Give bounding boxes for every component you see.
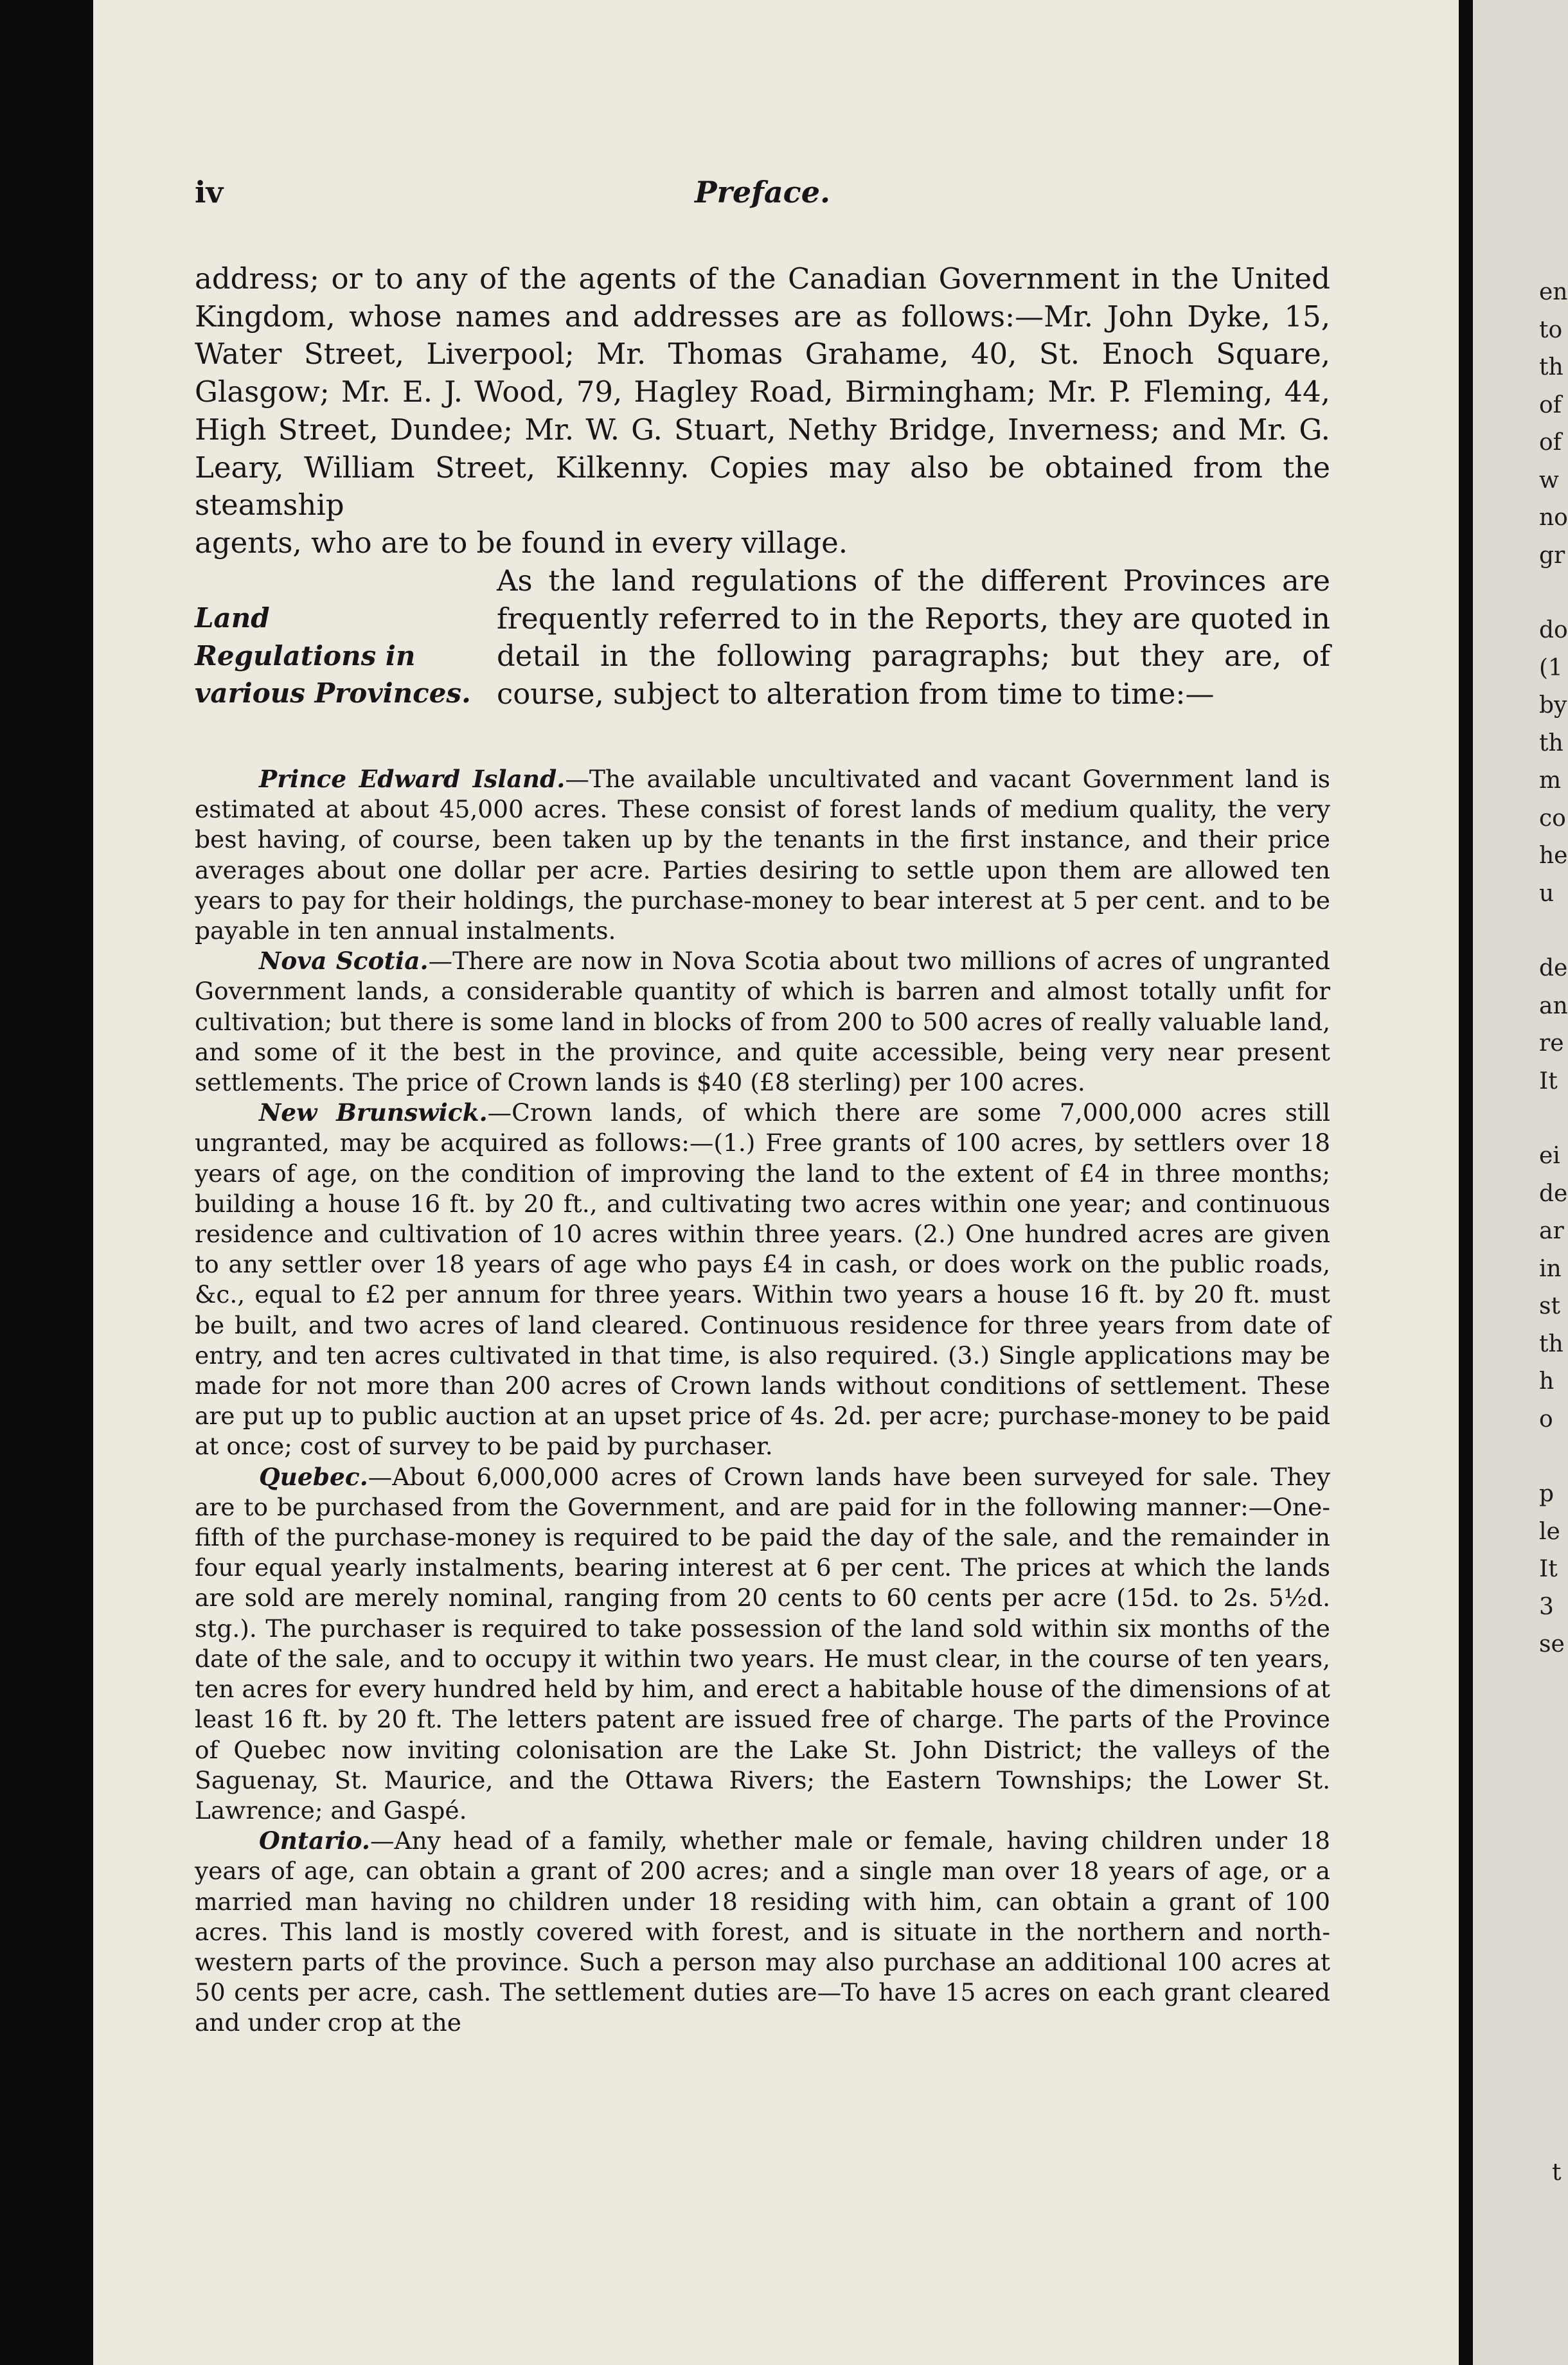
facing-page-fragment: de: [1539, 1180, 1568, 1207]
intro-last-line: agents, who are to be found in every village.: [195, 525, 848, 560]
section-text: —Any head of a family, whether male or female, having children under 18 years of age, can obtain a grant of 200 acres; and a single man over 18 years of age, or a married man having no children under 18 residing with him, can obtain a grant of 100 acres. This land is mostly covered with forest, and is situate in the northern and north-western parts of the province. Such a person may also purchase an additional 100 acres at 50 cents per acre, cash. The settlement duties are—To have 15 acres on each grant cleared and under crop at the: [195, 1826, 1330, 2037]
facing-page-fragment: of: [1539, 429, 1562, 456]
facing-page-fragment: p: [1539, 1481, 1555, 1507]
facing-page-fragment: ar: [1539, 1218, 1564, 1244]
section-prince-edward-island: [195, 764, 1330, 946]
section-heading: Ontario.: [259, 1826, 370, 1855]
facing-page-fragment: he: [1539, 843, 1568, 869]
facing-page-bottom-fragment: t: [1552, 2159, 1562, 2186]
facing-page-fragment: o: [1539, 1406, 1553, 1432]
facing-page-fragment: h: [1539, 1368, 1555, 1395]
facing-page-fragment: m: [1539, 767, 1562, 794]
facing-page-fragment: le: [1539, 1518, 1560, 1545]
facing-page-fragment: co: [1539, 805, 1566, 832]
facing-page-fragment: 3: [1539, 1593, 1554, 1620]
section-nova-scotia: [195, 946, 1330, 1098]
margin-note-line-1: Land: [195, 602, 270, 634]
page-number: iv: [195, 175, 224, 210]
section-heading: Nova Scotia.: [259, 947, 429, 976]
section-heading: New Brunswick.: [259, 1098, 488, 1127]
land-regulations-paragraph: As the land regulations of the different Provinces are frequently referred to in the Reports, they are quoted in detail in the following paragraphs; but they are, of course, subject to alteration from time to time:—: [497, 564, 1330, 711]
intro-text: address; or to any of the agents of the Canadian Government in the United Kingdom, whose names and addresses are as follows:—Mr. John Dyke, 15, Water Street, Liverpool; Mr. Thomas Grahame, 40, St. Enoch Square, Glasgow; Mr. E. J. Wood, 79, Hagley Road, Birmingham; Mr. P. Fleming, 44, High Street, Dundee; Mr. W. G. Stuart, Nethy Bridge, Inverness; and Mr. G. Leary, William Street, Kilkenny. Copies may also be obtained from the steamship: [195, 262, 1330, 522]
facing-page-fragment: no: [1539, 504, 1568, 531]
facing-page-fragment: by: [1539, 692, 1567, 718]
facing-page-fragment: en: [1539, 279, 1568, 305]
facing-page-fragment: th: [1539, 1330, 1564, 1357]
facing-page-fragment: th: [1539, 354, 1564, 380]
margin-note-line-2: Regulations in: [195, 639, 416, 672]
facing-page-fragment: (1: [1539, 654, 1563, 681]
margin-note-line-3: various Provinces.: [195, 677, 471, 710]
margin-note: [195, 600, 477, 713]
facing-page-fragment: to: [1539, 316, 1563, 343]
facing-page-fragment: gr: [1539, 542, 1565, 569]
land-regulations-block: [195, 562, 1330, 755]
facing-page-fragments: [1539, 276, 1568, 1666]
facing-page-fragment: of: [1539, 391, 1562, 418]
intro-paragraph: [195, 260, 1330, 562]
facing-page-fragment: re: [1539, 1030, 1564, 1057]
facing-page-fragment: It: [1539, 1556, 1558, 1582]
running-title: Preface.: [695, 175, 830, 210]
facing-page-fragment: do: [1539, 617, 1568, 643]
section-new-brunswick: [195, 1098, 1330, 1461]
province-sections: [195, 764, 1330, 2039]
facing-page-fragment: de: [1539, 955, 1568, 981]
facing-page-fragment: se: [1539, 1631, 1565, 1657]
section-ontario: [195, 1826, 1330, 2038]
facing-page-fragment: It: [1539, 1067, 1558, 1094]
running-head: [195, 175, 1330, 220]
section-text: —Crown lands, of which there are some 7,000,000 acres still ungranted, may be acquired as follows:—(1.) Free grants of 100 acres, by settlers over 18 years of age, on the condition of improving the land to the extent of £4 in three months; building a house 16 ft. by 20 ft., and cultivating two acres within one year; and continuous residence and cultivation of 10 acres within three years. (2.) One hundred acres are given to any settler over 18 years of age who pays £4 in cash, or does work on the public roads, &c., equal to £2 per annum for three years. Within two years a house 16 ft. by 20 ft. must be built, and two acres of land cleared. Continuous residence for three years from date of entry, and ten acres cultivated in that time, is also required. (3.) Single applications may be made for not more than 200 acres of Crown lands without conditions of settlement. These are put up to public auction at an upset price of 4s. 2d. per acre; purchase-money to be paid at once; cost of survey to be paid by purchaser.: [195, 1098, 1331, 1461]
facing-page-fragment: an: [1539, 992, 1568, 1019]
facing-page-fragment: st: [1539, 1293, 1560, 1319]
facing-page-fragment: w: [1539, 467, 1559, 494]
section-text: —The available uncultivated and vacant Government land is estimated at about 45,000 acres. These consist of forest lands of medium quality, the very best having, of course, been taken up by the tenants in the first instance, and their price averages about one dollar per acre. Parties desiring to settle upon them are allowed ten years to pay for their holdings, the purchase-money to bear interest at 5 per cent. and to be payable in ten annual instalments.: [195, 765, 1330, 945]
facing-page-fragment: in: [1539, 1255, 1562, 1282]
facing-page-fragment: th: [1539, 729, 1564, 756]
facing-page-fragment: ei: [1539, 1143, 1560, 1169]
section-quebec: [195, 1462, 1330, 1826]
section-text: —About 6,000,000 acres of Crown lands have been surveyed for sale. They are to be purchased from the Government, and are paid for in the following manner:—One-fifth of the purchase-money is required to be paid the day of the sale, and the remainder in four equal yearly instalments, bearing interest at 6 per cent. The prices at which the lands are sold are merely nominal, ranging from 20 cents to 60 cents per acre (15d. to 2s. 5½d. stg.). The purchaser is required to take possession of the land sold within six months of the date of the sale, and to occupy it within two years. He must clear, in the course of ten years, ten acres for every hundred held by him, and erect a habitable house of the dimensions of at least 16 ft. by 20 ft. The letters patent are issued free of charge. The parts of the Province of Quebec now inviting colonisation are the Lake St. John District; the valleys of the Saguenay, St. Maurice, and the Ottawa Rivers; the Eastern Townships; the Lower St. Lawrence; and Gaspé.: [195, 1462, 1330, 1825]
section-heading: Quebec.: [259, 1462, 368, 1491]
section-heading: Prince Edward Island.: [259, 765, 566, 793]
facing-page-fragment: u: [1539, 880, 1555, 907]
section-text: —There are now in Nova Scotia about two millions of acres of ungranted Government lands, a considerable quantity of which is barren and almost totally unfit for cultivation; but there is some land in blocks of from 200 to 500 acres of really valuable land, and some of it the best in the province, and quite accessible, being very near present settlements. The price of Crown lands is $40 (£8 sterling) per 100 acres.: [195, 947, 1330, 1097]
